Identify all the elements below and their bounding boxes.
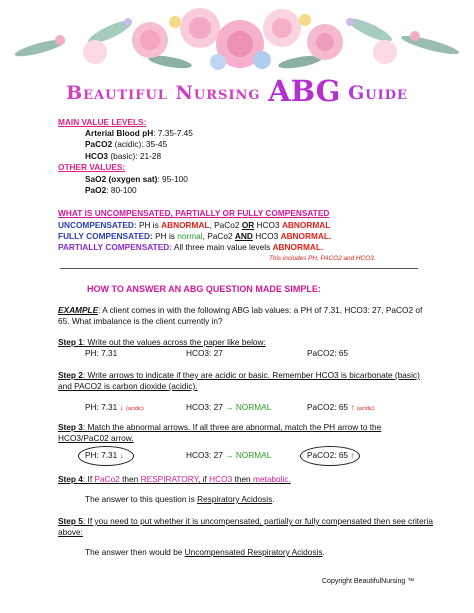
divider: [60, 268, 418, 269]
example-line2: 65. What imbalance is the client currently in?: [58, 316, 223, 326]
step2-line1: Step 2: Write arrows to indicate if they are acidic or basic. Remember HCO3 is bicarbonate (basic): [58, 370, 420, 380]
compensation-note: This includes PH, PACO2 and HCO3.: [269, 255, 376, 262]
compensation-heading: WHAT IS UNCOMPENSATED, PARTIALLY OR FULLY COMPENSATED: [58, 208, 330, 218]
right-arrow-icon: →: [225, 402, 234, 412]
step4-rule: Step 4: If PaCo2 then RESPIRATORY, if HCO3 then metabolic.: [58, 474, 291, 484]
step2-hco3: HCO3: 27 → NORMAL: [186, 402, 272, 412]
step1-paco2: PaCO2: 65: [307, 348, 349, 358]
floral-header-illustration: [0, 0, 474, 80]
step5-line2: above:: [58, 527, 83, 537]
step1-hco3: HCO3: 27: [186, 348, 223, 358]
step3-line2: HCO3/PaC02 arrow.: [58, 433, 134, 443]
step3-hco3: HCO3: 27 → NORMAL: [186, 450, 272, 460]
right-arrow-icon: →: [225, 450, 234, 460]
step4-answer: The answer to this question is Respiratory Acidosis.: [85, 494, 275, 504]
step3-paco2: PaCO2: 65 ↑: [307, 450, 355, 460]
partially-compensated-rule: PARTIALLY COMPENSATED: All three main value levels ABNORMAL.: [58, 242, 324, 252]
fully-compensated-rule: FULLY COMPENSATED: PH is normal, PaCo2 AND HCO3 ABNORMAL.: [58, 231, 332, 241]
pao2-range: PaO2: 80-100: [85, 185, 137, 195]
step2-line2: and PACO2 is carbon dioxide (acidic).: [58, 381, 198, 391]
abg-title-word: ABG: [268, 74, 341, 108]
step2-paco2: PaCO2: 65 ↑ (acidic): [307, 402, 375, 412]
step1-ph: PH: 7.31: [85, 348, 118, 358]
hco3-range: HCO3 (basic): 21-28: [85, 151, 162, 161]
step2-ph: PH: 7.31 ↓ (acidic): [85, 402, 144, 412]
step1-instruction: Step 1: Write out the values across the paper like below:: [58, 337, 266, 347]
uncompensated-rule: UNCOMPENSATED: PH is ABNORMAL, PaCo2 OR HCO3 ABNORMAL: [58, 220, 331, 230]
step3-ph: PH: 7.31 ↓: [85, 450, 124, 460]
down-arrow-icon: ↓: [119, 402, 124, 412]
example-line1: EXAMPLE: A client comes in with the following ABG lab values: a PH of 7.31, HCO3: 27, PaCO2 of: [58, 305, 423, 315]
page-title: Beautiful Nursing ABG Guide: [66, 74, 408, 108]
main-values-heading: MAIN VALUE LEVELS:: [58, 117, 147, 127]
down-arrow-icon: ↓: [119, 450, 124, 460]
ph-range: Arterial Blood pH: 7.35-7.45: [85, 128, 193, 138]
sao2-range: SaO2 (oxygen sat): 95-100: [85, 174, 188, 184]
up-arrow-icon: ↑: [350, 450, 355, 460]
other-values-heading: OTHER VALUES:: [58, 162, 126, 172]
step5-line1: Step 5: If you need to put whether it is uncompensated, partially or fully compensated then see criteria: [58, 516, 433, 526]
copyright-footer: Copyright BeautifulNursing ™: [322, 578, 415, 585]
howto-heading: HOW TO ANSWER AN ABG QUESTION MADE SIMPLE:: [87, 284, 321, 294]
up-arrow-icon: ↑: [350, 402, 355, 412]
paco2-range: PaCO2 (acidic): 35-45: [85, 139, 168, 149]
step3-line1: Step 3: Match the abnormal arrows. If all three are abnormal, match the PH arrow to the: [58, 422, 382, 432]
step5-answer: The answer then would be Uncompensated Respiratory Acidosis.: [85, 547, 325, 557]
